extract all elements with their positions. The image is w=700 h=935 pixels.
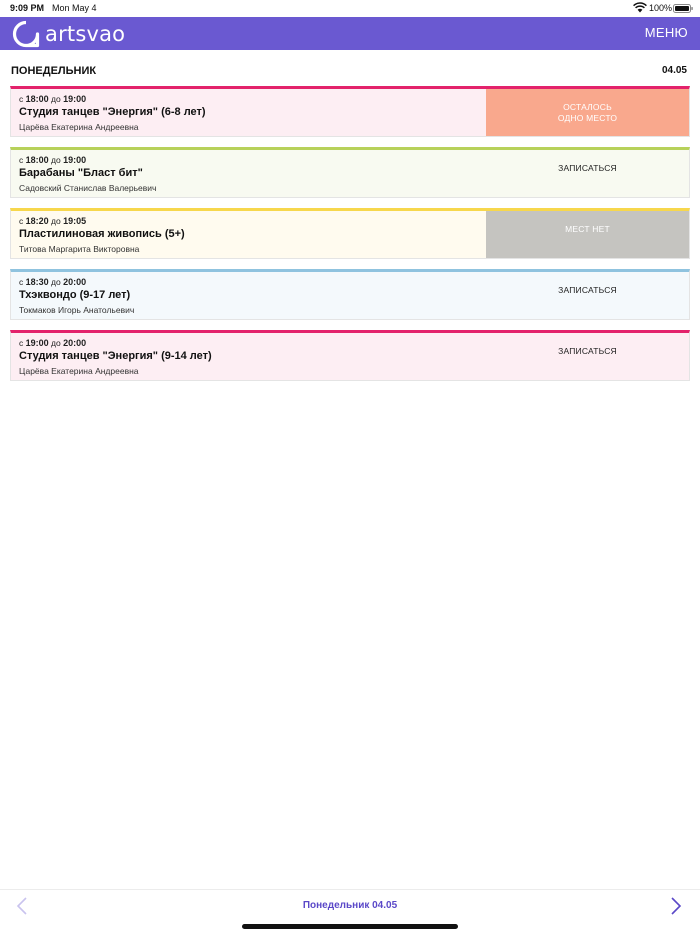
status-date: Mon May 4 <box>52 3 97 13</box>
lesson-card[interactable] <box>10 147 690 198</box>
logo[interactable] <box>12 20 125 48</box>
chevron-right-icon[interactable] <box>668 896 684 916</box>
no-places-badge: МЕСТ НЕТ <box>486 211 689 258</box>
lesson-title: Барабаны "Бласт бит" <box>19 167 143 179</box>
lesson-card[interactable] <box>10 330 690 381</box>
lesson-time: с 18:00 до 19:00 <box>19 94 87 104</box>
lesson-title: Студия танцев "Энергия" (6-8 лет) <box>19 106 206 118</box>
day-date: 04.05 <box>661 65 687 76</box>
lesson-time: с 18:30 до 20:00 <box>19 277 87 287</box>
lesson-title: Тхэквондо (9-17 лет) <box>19 289 131 301</box>
lessons-list <box>10 86 690 391</box>
lesson-card[interactable] <box>10 208 690 259</box>
lesson-teacher: Токмаков Игорь Анатольевич <box>19 305 135 315</box>
one-place-left-badge[interactable]: ОСТАЛОСЬ ОДНО МЕСТО <box>486 89 689 136</box>
lesson-title: Пластилиновая живопись (5+) <box>19 228 185 240</box>
battery-icon <box>673 4 693 13</box>
lesson-teacher: Садовский Станислав Валерьевич <box>19 183 157 193</box>
lesson-teacher: Титова Маргарита Викторовна <box>19 244 140 254</box>
lesson-teacher: Царёва Екатерина Андреевна <box>19 366 139 376</box>
day-header <box>11 64 687 80</box>
lesson-time: с 19:00 до 20:00 <box>19 338 87 348</box>
signup-button[interactable]: ЗАПИСАТЬСЯ <box>558 285 617 295</box>
home-indicator <box>242 924 458 929</box>
wifi-icon <box>633 2 647 13</box>
day-title: ПОНЕДЕЛЬНИК <box>11 65 97 77</box>
logo-text: artsvao <box>45 22 126 46</box>
menu-button[interactable]: МЕНЮ <box>644 25 688 40</box>
current-day-label: Понедельник 04.05 <box>302 900 398 911</box>
artsvao-logo-icon <box>12 20 40 48</box>
lesson-teacher: Царёва Екатерина Андреевна <box>19 122 139 132</box>
battery-percent: 100% <box>649 3 673 13</box>
lesson-time: с 18:00 до 19:00 <box>19 155 87 165</box>
lesson-card[interactable] <box>10 86 690 137</box>
lesson-card[interactable] <box>10 269 690 320</box>
signup-button[interactable]: ЗАПИСАТЬСЯ <box>558 163 617 173</box>
app-header <box>0 17 700 50</box>
status-bar <box>0 0 700 17</box>
lesson-time: с 18:20 до 19:05 <box>19 216 87 226</box>
lesson-title: Студия танцев "Энергия" (9-14 лет) <box>19 350 212 362</box>
signup-button[interactable]: ЗАПИСАТЬСЯ <box>558 346 617 356</box>
status-time: 9:09 PM <box>10 3 45 13</box>
